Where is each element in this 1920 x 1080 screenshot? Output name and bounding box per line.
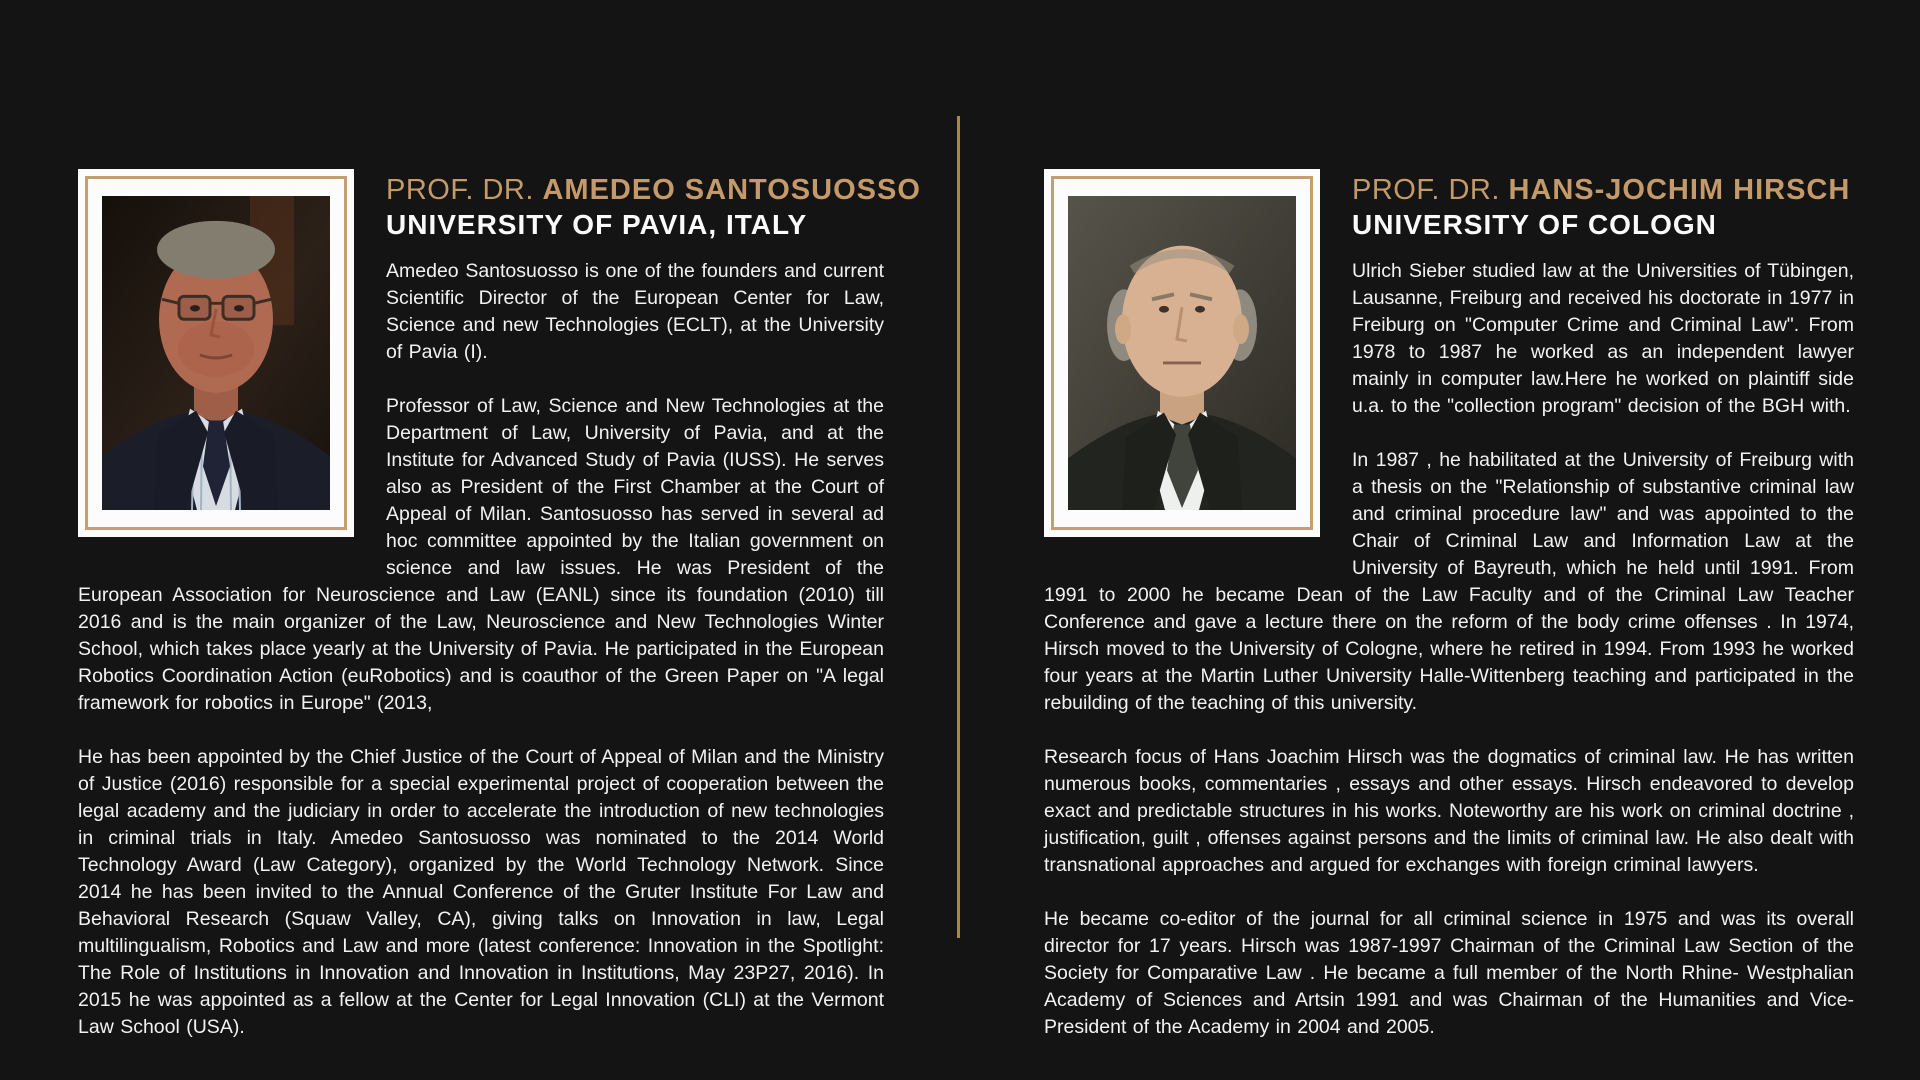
professor-profile-santosuosso xyxy=(78,169,921,1041)
bio-paragraph: Research focus of Hans Joachim Hirsch was the dogmatics of criminal law. He has written numerous books, commentaries , essays and other essays. Hirsch endeavored to develop exact and predictable structures in his works. Noteworthy are his work on criminal doctrine , justification, guilt , offenses against persons and the limits of criminal law. He also dealt with transnational approaches and argued for exchanges with foreign criminal lawyers. xyxy=(1044,746,1854,876)
university-name: UNIVERSITY OF PAVIA, ITALY xyxy=(386,209,808,240)
bio-paragraph: He became co-editor of the journal for all criminal science in 1975 and was its overall director for 17 years. Hirsch was 1987-1997 Chairman of the Criminal Law Section of the Society for Comparative Law . He became a full member of the North Rhine- Westphalian Academy of Sciences and Artsin 1991 and was Chairman of the Humanities and Vice-President of the Academy in 2004 and 2005. xyxy=(1044,908,1854,1038)
portrait-frame xyxy=(78,169,354,537)
title-prefix: PROF. DR. xyxy=(386,174,534,206)
professor-name: AMEDEO SANTOSUOSSO xyxy=(542,174,921,206)
bio-paragraph: Professor of Law, Science and New Technologies at the Department of Law, University of Pavia, and at the Institute for Advanced Study of Pavia (IUSS). He serves also as President of the First Chamber at the Court of Appeal of Milan. Santosuosso has served in several ad hoc committee appointed by the Italian government on science and law issues. He was President of the European Association for Neuroscience and Law (EANL) since its foundation (2010) till 2016 and is the main organizer of the Law, Neuroscience and New Technologies Winter School, which takes place yearly at the University of Pavia. He participated in the European Robotics Coordination Action (euRobotics) and is coauthor of the Green Paper on "A legal framework for robotics in Europe" (2013, xyxy=(78,395,884,714)
column-divider xyxy=(957,116,960,938)
portrait-photo xyxy=(102,196,330,510)
bio-paragraph: He has been appointed by the Chief Justice of the Court of Appeal of Milan and the Ministry of Justice (2016) responsible for a special experimental project of cooperation between the legal academy and the judiciary in order to accelerate the introduction of new technologies in criminal trials in Italy. Amedeo Santosuosso was nominated to the 2014 World Technology Award (Law Category), organized by the World Technology Network. Since 2014 he has been invited to the Annual Conference of the Gruter Institute For Law and Behavioral Research (Squaw Valley, CA), giving talks on Innovation in law, Legal multilingualism, Robotics and Law and more (latest conference: Innovation in the Spotlight: The Role of Institutions in Innovation and Innovation in Institutions, May 23P27, 2016). In 2015 he was appointed as a fellow at the Center for Legal Innovation (CLI) at the Vermont Law School (USA). xyxy=(78,746,884,1038)
title-prefix: PROF. DR. xyxy=(1352,174,1500,206)
portrait-photo xyxy=(1068,196,1296,510)
professor-profile-hirsch xyxy=(1044,169,1854,1041)
bio-paragraph: Ulrich Sieber studied law at the Universities of Tübingen, Lausanne, Freiburg and received his doctorate in 1977 in Freiburg on "Computer Crime and Criminal Law". From 1978 to 1987 he worked as an independent lawyer mainly in computer law.Here he worked on plaintiff side u.a. to the "collection program" decision of the BGH with. xyxy=(1352,260,1854,417)
bio-paragraph: Amedeo Santosuosso is one of the founders and current Scientific Director of the European Center for Law, Science and new Technologies (ECLT), at the University of Pavia (I). xyxy=(386,260,884,363)
university-name: UNIVERSITY OF COLOGN xyxy=(1352,209,1717,240)
professor-name: HANS-JOCHIM HIRSCH xyxy=(1508,174,1851,206)
portrait-frame xyxy=(1044,169,1320,537)
bio-paragraph: In 1987 , he habilitated at the University of Freiburg with a thesis on the "Relationship of substantive criminal law and criminal procedure law" and was appointed to the Chair of Criminal Law and Information Law at the University of Bayreuth, which he held until 1991. From 1991 to 2000 he became Dean of the Law Faculty and of the Criminal Law Teacher Conference and gave a lecture there on the reform of the body crime offenses . In 1974, Hirsch moved to the University of Cologne, where he retired in 1994. From 1993 he worked four years at the Martin Luther University Halle-Wittenberg teaching and participated in the rebuilding of the teaching of this university. xyxy=(1044,449,1854,714)
